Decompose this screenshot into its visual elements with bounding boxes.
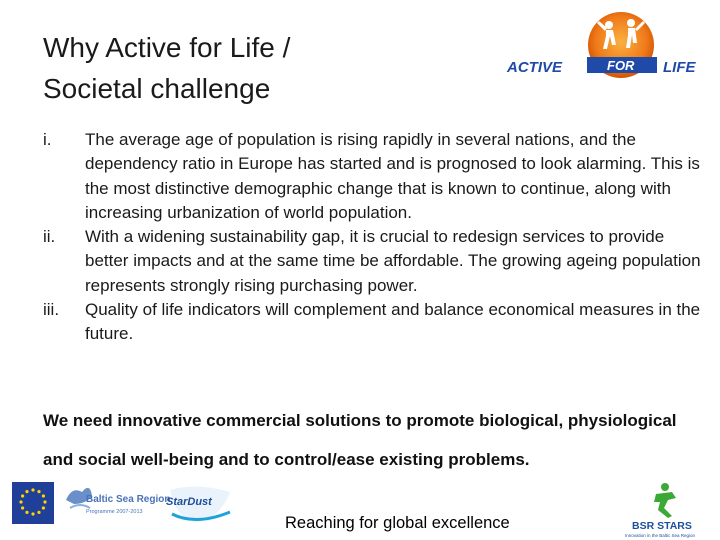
logo-word-for: FOR bbox=[607, 58, 635, 73]
title-line-1: Why Active for Life / bbox=[43, 32, 291, 63]
slide-title bbox=[43, 27, 463, 109]
bsr-stars-logo bbox=[625, 483, 696, 538]
list-item bbox=[43, 128, 703, 225]
list-item bbox=[43, 225, 703, 298]
baltic-logo-subtitle: Programme 2007-2013 bbox=[86, 509, 143, 515]
key-message: We need innovative commercial solutions to promote biological, physiological and social well-being and to control/ease existing problems. bbox=[43, 411, 677, 469]
logo-word-life: LIFE bbox=[663, 59, 696, 76]
challenge-list bbox=[43, 128, 703, 347]
baltic-sea-region-logo bbox=[66, 488, 170, 515]
list-item-text: Quality of life indicators will complement and balance economical measures in the future. bbox=[85, 300, 701, 344]
list-item-text: The average age of population is rising rapidly in several nations, and the dependency ratio in Europe has started and is prognosed to look alarming. This is the most distinctive demographic change that is known to continue, along with increasing urbanization of world population. bbox=[85, 130, 700, 222]
title-line-2: Societal challenge bbox=[43, 73, 271, 104]
tagline: Reaching for global excellence bbox=[285, 514, 510, 532]
stardust-logo-name: StarDust bbox=[166, 496, 212, 508]
active-for-life-logo bbox=[503, 5, 713, 100]
bsr-stars-subtitle: Innovation in the Baltic Sea Region bbox=[625, 533, 696, 538]
eu-flag-icon bbox=[12, 482, 54, 524]
list-marker: ii. bbox=[43, 227, 56, 247]
runner-icon bbox=[654, 483, 676, 518]
list-item-text: With a widening sustainability gap, it is crucial to redesign services to provide better impacts and at the same time be affordable. The growing ageing population represents strongly rising purchasing power. bbox=[85, 227, 701, 295]
stardust-logo bbox=[166, 486, 230, 522]
list-marker: iii. bbox=[43, 300, 60, 320]
bsr-stars-name: BSR STARS bbox=[632, 520, 692, 532]
list-marker: i. bbox=[43, 130, 52, 149]
footer-logos bbox=[0, 478, 720, 540]
logo-word-active: ACTIVE bbox=[507, 59, 563, 76]
baltic-logo-title: Baltic Sea Region bbox=[86, 494, 171, 505]
list-item bbox=[43, 298, 703, 347]
